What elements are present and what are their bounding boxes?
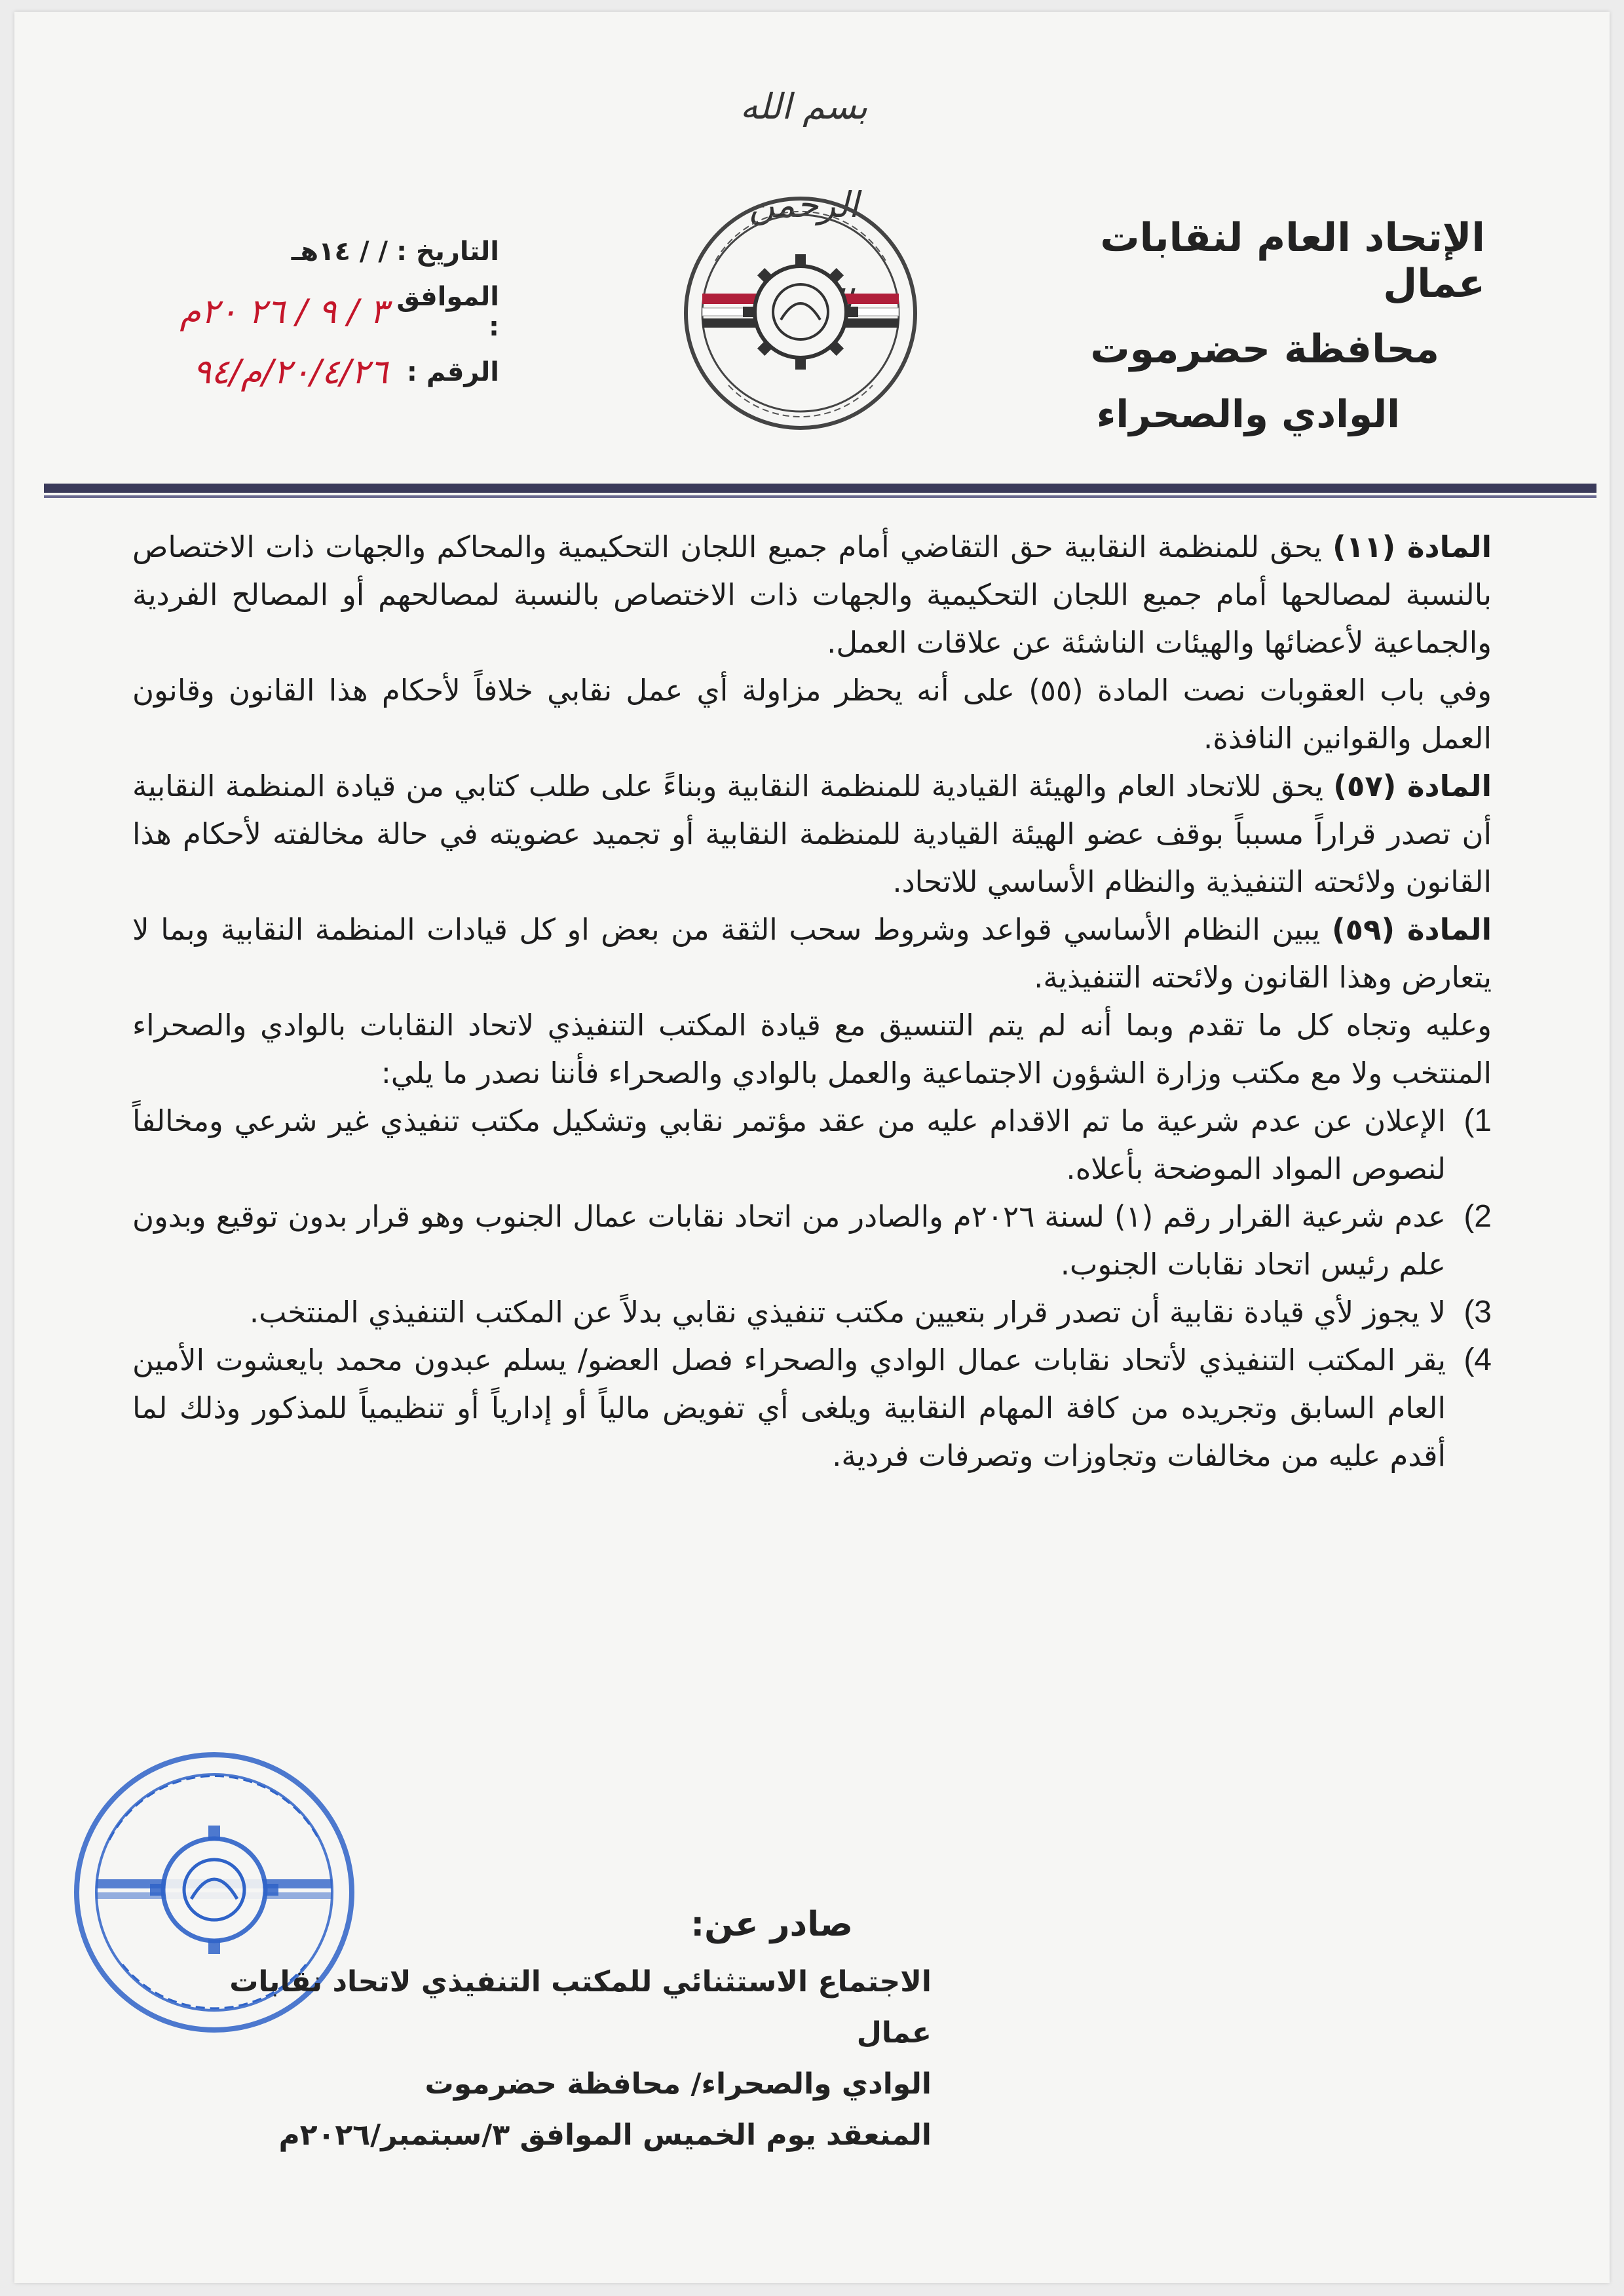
item-number: 4): [1463, 1343, 1492, 1377]
org-name-line2: محافظة حضرموت: [1090, 326, 1439, 372]
organization-header: [1027, 215, 1485, 456]
item-number: 2): [1463, 1199, 1492, 1234]
item-text: لا يجوز لأي قيادة نقابية أن تصدر قرار بتعيين مكتب تنفيذي نقابي بدلاً عن المكتب التنفيذي المنتخب.: [249, 1295, 1446, 1330]
date-label: التاريخ :: [396, 237, 499, 267]
corresponding-date-row: [132, 282, 499, 342]
basmala-calligraphy: بسم الله الرحمن: [740, 86, 868, 225]
resolution-item: [132, 1336, 1492, 1480]
corresponding-date-label: الموافق :: [396, 282, 499, 342]
article-57-text: يحق للاتحاد العام والهيئة القيادية للمنظمة النقابية وبناءً على طلب كتابي من قيادة المنظمة النقابية أن تصدر قراراً مسبباً بوقف عضو الهيئة القيادية للمنظمة النقابية أو تجميد عضويته في حالة مخالفته لأحكام هذا القانون ولائحته التنفيذية والنظام الأساسي للاتحاد.: [132, 769, 1492, 899]
issuer-line1: الاجتماع الاستثنائي للمكتب التنفيذي لاتحاد نقابات عمال: [229, 1965, 932, 2050]
resolution-item: [132, 1193, 1492, 1288]
resolution-list: [132, 1097, 1492, 1480]
penalties-paragraph: وفي باب العقوبات نصت المادة (٥٥) على أنه يحظر مزاولة أي عمل نقابي خلافاً لأحكام هذا القانون وقانون العمل والقوانين النافذة.: [132, 673, 1492, 756]
union-emblem-logo: [676, 189, 925, 438]
issuer-line2: الوادي والصحراء/ محافظة حضرموت: [425, 2067, 932, 2101]
letter-metadata: [132, 221, 499, 402]
reference-label: الرقم :: [406, 357, 499, 387]
article-57-paragraph: [132, 762, 1492, 906]
corresponding-date-value: ٣ / ٩ / ٢٦ ٢٠م: [179, 292, 388, 332]
header-divider-thin: [44, 495, 1596, 498]
letter-sheet: [14, 12, 1610, 2283]
issuer-block: [211, 1899, 932, 2161]
date-value: / / ١٤هـ: [291, 237, 388, 267]
header-divider: [44, 484, 1596, 493]
reference-row: [132, 342, 499, 402]
item-text: عدم شرعية القرار رقم (١) لسنة ٢٠٢٦م والصادر من اتحاد نقابات عمال الجنوب وهو قرار بدون توقيع وبدون علم رئيس اتحاد نقابات الجنوب.: [132, 1199, 1446, 1282]
org-name-line1: الإتحاد العام لنقابات عمال: [1100, 215, 1485, 307]
resolution-item: [132, 1097, 1492, 1193]
item-text: يقر المكتب التنفيذي لأتحاد نقابات عمال الوادي والصحراء فصل العضو/ يسلم عبدون محمد بايعشوت الأمين العام السابق وتجريده من كافة المهام النقابية ويلغى أي تفويض مالياً أو إدارياً أو تنظيمياً للمذكور وذلك لما أقدم عليه من مخالفات وتجاوزات وتصرفات فردية.: [132, 1343, 1446, 1473]
date-row: [132, 221, 499, 282]
article-11-paragraph: [132, 523, 1492, 666]
item-number: 3): [1463, 1295, 1492, 1330]
issued-by-heading: صادر عن:: [690, 1905, 853, 1944]
article-59-title: المادة (٥٩): [1331, 912, 1492, 947]
article-59-text: يبين النظام الأساسي قواعد وشروط سحب الثقة من بعض او كل قيادات المنظمة النقابية وبما لا يتعارض وهذا القانون ولائحته التنفيذية.: [132, 912, 1492, 995]
resolution-intro: وعليه وتجاه كل ما تقدم وبما أنه لم يتم التنسيق مع قيادة المكتب التنفيذي لاتحاد النقابات بالوادي والصحراء المنتخب ولا مع مكتب وزارة الشؤون الاجتماعية والعمل بالوادي والصحراء فأننا نصدر ما يلي:: [132, 1008, 1492, 1090]
reference-number: ٢٠/٤/٢٦/م/٩٤: [193, 353, 388, 392]
article-59-paragraph: [132, 906, 1492, 1001]
org-name-line3: الوادي والصحراء: [1096, 392, 1400, 436]
article-57-title: المادة (٥٧): [1333, 769, 1492, 803]
article-11-title: المادة (١١): [1332, 529, 1492, 564]
issuer-line3: المنعقد يوم الخميس الموافق ٣/سبتمبر/٢٠٢٦م: [278, 2118, 932, 2152]
article-11-text: يحق للمنظمة النقابية حق التقاضي أمام جميع اللجان التحكيمية والمحاكم والجهات ذات الاختصاص بالنسبة لمصالحها أمام جميع اللجان التحكيمية والجهات ذات الاختصاص بالنسبة لمصالحهم أو المصالح الفردية والجماعية لأعضائها والهيئات الناشئة عن علاقات العمل.: [132, 529, 1492, 660]
item-text: الإعلان عن عدم شرعية ما تم الاقدام عليه من عقد مؤتمر نقابي وتشكيل مكتب تنفيذي غير شرعي ومخالفاً لنصوص المواد الموضحة بأعلاه.: [132, 1103, 1446, 1186]
resolution-item: [132, 1288, 1492, 1336]
item-number: 1): [1463, 1103, 1492, 1138]
letter-body: [132, 523, 1492, 1480]
